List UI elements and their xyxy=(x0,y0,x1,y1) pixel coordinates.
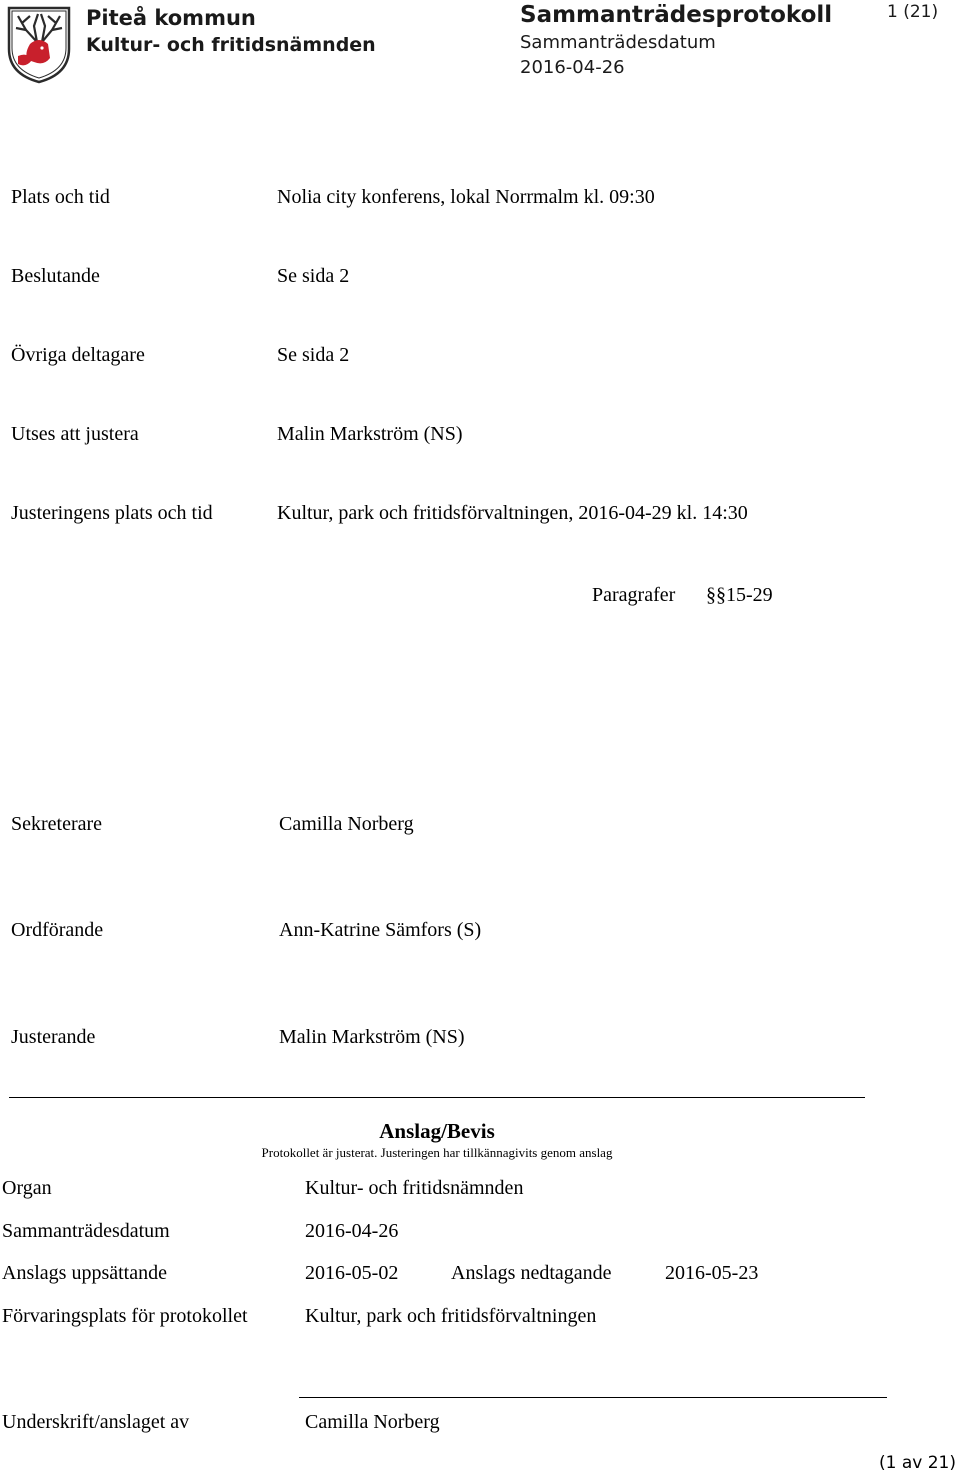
other-participants-label: Övriga deltagare xyxy=(11,344,145,366)
decision-makers-value: Se sida 2 xyxy=(277,265,350,287)
organ-label: Organ xyxy=(2,1177,52,1199)
place-time-value: Nolia city konferens, lokal Norrmalm kl. 09:30 xyxy=(277,186,655,208)
paragraphs-value: §§15-29 xyxy=(706,584,773,606)
signature-label: Underskrift/anslaget av xyxy=(2,1411,190,1433)
anslag-date-label: Sammanträdesdatum xyxy=(2,1220,170,1242)
secretary-value: Camilla Norberg xyxy=(279,813,414,835)
adjustment-place-value: Kultur, park och fritidsförvaltningen, 2016-04-29 kl. 14:30 xyxy=(277,502,748,524)
posting-value: 2016-05-02 xyxy=(305,1262,399,1284)
section-divider xyxy=(9,1097,865,1098)
adjustment-place-label: Justeringens plats och tid xyxy=(11,502,213,524)
adjusting-label: Justerande xyxy=(11,1026,96,1048)
board-name: Kultur- och fritidsnämnden xyxy=(86,34,376,56)
page-number: 1 (21) xyxy=(887,2,939,22)
signature-line xyxy=(299,1397,887,1398)
adjuster-label: Utses att justera xyxy=(11,423,139,445)
anslag-date-value: 2016-04-26 xyxy=(305,1220,399,1242)
footer-page-info: (1 av 21) xyxy=(879,1453,956,1473)
reindeer-crest-icon xyxy=(4,4,74,84)
organ-value: Kultur- och fritidsnämnden xyxy=(305,1177,524,1199)
meeting-date-label: Sammanträdesdatum xyxy=(520,32,716,53)
chairman-label: Ordförande xyxy=(11,919,104,941)
anslag-subtitle: Protokollet är justerat. Justeringen har tillkännagivits genom anslag xyxy=(261,1145,613,1160)
decision-makers-label: Beslutande xyxy=(11,265,100,287)
meeting-date-value: 2016-04-26 xyxy=(520,57,625,78)
posting-label: Anslags uppsättande xyxy=(2,1262,167,1284)
adjuster-value: Malin Markström (NS) xyxy=(277,423,463,445)
document-type: Sammanträdesprotokoll xyxy=(520,2,833,28)
removal-label: Anslags nedtagande xyxy=(451,1262,612,1284)
paragraphs-label: Paragrafer xyxy=(592,584,676,606)
removal-value: 2016-05-23 xyxy=(665,1262,759,1284)
chairman-value: Ann-Katrine Sämfors (S) xyxy=(279,919,482,941)
other-participants-value: Se sida 2 xyxy=(277,344,350,366)
storage-value: Kultur, park och fritidsförvaltningen xyxy=(305,1305,597,1327)
secretary-label: Sekreterare xyxy=(11,813,103,835)
signature-value: Camilla Norberg xyxy=(305,1411,440,1433)
anslag-title: Anslag/Bevis xyxy=(379,1119,495,1143)
organization-name: Piteå kommun xyxy=(86,6,256,30)
adjusting-value: Malin Markström (NS) xyxy=(279,1026,465,1048)
place-time-label: Plats och tid xyxy=(11,186,110,208)
storage-label: Förvaringsplats för protokollet xyxy=(2,1305,248,1327)
